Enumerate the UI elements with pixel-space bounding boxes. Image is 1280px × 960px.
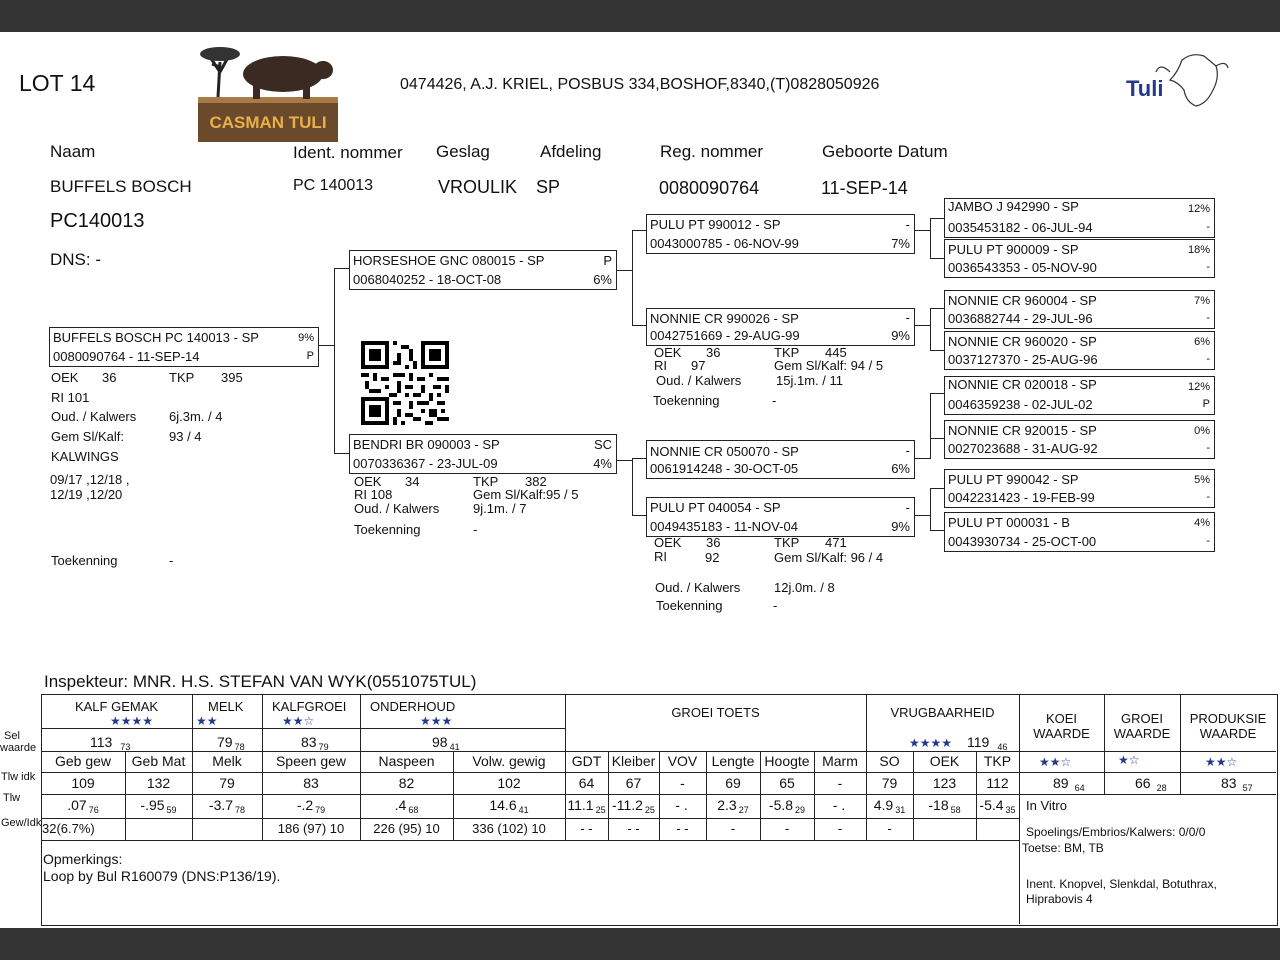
- subject-toek: -: [169, 553, 174, 568]
- koei-stars: ★★☆: [1039, 755, 1072, 769]
- animal-ident: PC 140013: [293, 177, 374, 194]
- tlw-cell-15: -5.4 $_{35}$: [979, 797, 1016, 815]
- col-header-9: VOV: [667, 753, 698, 769]
- col-header-2: Geb Mat: [131, 753, 186, 769]
- melk-header: MELK: [208, 699, 244, 714]
- melk-value: 79 $_{78}$: [217, 734, 245, 752]
- dd-tkp: 471: [825, 535, 847, 550]
- dd-tkp-label: TKP: [774, 535, 800, 550]
- sd-gem: Gem Sl/Kalf: 94 / 5: [774, 358, 884, 373]
- dam-oud-label: Oud. / Kalwers: [354, 501, 440, 516]
- vrugbaarheid-header: VRUGBAARHEID: [890, 705, 995, 720]
- dd-toek: -: [773, 598, 778, 613]
- tlw-cell-5: .4 $_{68}$: [394, 797, 419, 815]
- lot-number: LOT 14: [19, 70, 96, 96]
- tlwidk-cell-11: 65: [779, 775, 795, 791]
- breeder-info: 0474426, A.J. KRIEL, POSBUS 334,BOSHOF,8340,(T)0828050926: [400, 76, 880, 93]
- tlw-cell-9: - .: [675, 797, 688, 813]
- kalwings-2: 12/19 ,12/20: [50, 487, 123, 502]
- tuli-logo: [1112, 42, 1232, 114]
- tlwidk-cell-9: -: [680, 775, 685, 791]
- col-header-3: Melk: [212, 753, 242, 769]
- inent-2: Hiprabovis 4: [1026, 892, 1093, 906]
- row-label-waarde: waarde: [0, 742, 37, 754]
- groei-waarde-header: GROEI: [1121, 711, 1163, 726]
- tlwidk-cell-6: 102: [497, 775, 521, 791]
- gewidk-cell-11: -: [784, 821, 790, 836]
- svg-text:Tuli: Tuli: [1126, 76, 1164, 101]
- animal-geslag: VROULIK: [438, 177, 518, 197]
- tlw-cell-10: 2.3 $_{27}$: [717, 797, 749, 815]
- dam-tkp: 382: [525, 474, 547, 489]
- dam-oek-label: OEK: [354, 474, 382, 489]
- produksie-header: PRODUKSIE: [1189, 711, 1267, 726]
- animal-reg: 0080090764: [659, 178, 760, 198]
- ss-box: PULU PT 990012 - SP - 0043000785 - 06-NOV-99 7%: [646, 214, 915, 254]
- dd-gem: Gem Sl/Kalf: 96 / 4: [774, 550, 884, 565]
- col-header-1: Geb gew: [54, 753, 112, 769]
- tlw-cell-11: -5.8 $_{29}$: [768, 797, 806, 815]
- tlw-cell-14: -18 $_{58}$: [928, 797, 961, 815]
- naam-header: Naam: [50, 142, 96, 161]
- tlwidk-cell-8: 67: [625, 775, 642, 791]
- tlwidk-cell-15: 112: [986, 775, 1009, 791]
- tlwidk-cell-3: 79: [219, 775, 235, 791]
- row-label-gewidk: Gew/Idk: [1, 817, 42, 829]
- tlw-cell-4: -.2 $_{79}$: [296, 797, 326, 815]
- gewidk-cell-7: - -: [580, 821, 593, 836]
- groei-waarde-header-2: WAARDE: [1113, 726, 1171, 741]
- sd-oud-label: Oud. / Kalwers: [656, 373, 742, 388]
- koei-waarde-header: WAARDE: [1033, 726, 1090, 741]
- subject-ri: RI 101: [51, 390, 90, 405]
- gg-box-8: PULU PT 000031 - B 4% 0043930734 - 25-OCT-00 -: [944, 512, 1215, 552]
- groei-toets-header: GROEI TOETS: [671, 705, 760, 720]
- opmerkings-label: Opmerkings:: [43, 851, 123, 867]
- gewidk-cell-9: - -: [676, 821, 689, 836]
- kalwings-label: KALWINGS: [51, 449, 119, 464]
- sd-ri: 97: [691, 358, 706, 373]
- kalfgroei-stars: ★★☆: [282, 714, 315, 728]
- row-label-tlwidk: Tlw idk: [1, 771, 36, 783]
- gg-box-3: NONNIE CR 960004 - SP 7% 0036882744 - 29-JUL-96 -: [944, 290, 1215, 329]
- subject-oud-label: Oud. / Kalwers: [51, 409, 137, 424]
- sire-box: HORSESHOE GNC 080015 - SP P 0068040252 - 18-OCT-08 6%: [349, 250, 617, 290]
- casman-tuli-logo: [198, 42, 338, 142]
- gewidk-cell-12: -: [837, 821, 843, 836]
- sd-ri-label: RI: [654, 358, 667, 373]
- onderhoud-stars: ★★★: [420, 714, 453, 728]
- sd-tkp: 445: [825, 345, 847, 360]
- col-header-8: Kleiber: [611, 753, 656, 769]
- qr-code: [361, 341, 449, 425]
- inent-1: Inent. Knopvel, Slenkdal, Botuthrax,: [1026, 877, 1217, 891]
- melk-stars: ★★: [196, 714, 218, 728]
- tlwidk-cell-14: 123: [932, 775, 957, 791]
- tlwidk-cell-13: 79: [881, 775, 898, 791]
- sd-oek: 36: [706, 345, 721, 360]
- sd-tkp-label: TKP: [774, 345, 800, 360]
- dam-toek: -: [473, 522, 478, 537]
- subject-oek: 36: [102, 370, 117, 385]
- afdeling-header: Afdeling: [540, 142, 602, 161]
- tlw-cell-3: -3.7 $_{78}$: [208, 797, 246, 815]
- tlw-cell-6: 14.6 $_{41}$: [489, 797, 529, 815]
- kalf-gemak-stars: ★★★★: [109, 714, 154, 728]
- gg-box-5: NONNIE CR 020018 - SP 12% 0046359238 - 02-JUL-02 P: [944, 376, 1215, 415]
- dam-tkp-label: TKP: [473, 474, 499, 489]
- bottom-bar: [0, 928, 1280, 960]
- col-header-10: Lengte: [711, 753, 755, 769]
- tlwidk-cell-4: 83: [303, 775, 319, 791]
- col-header-5: Naspeen: [378, 753, 435, 769]
- dam-toek-label: Toekenning: [354, 522, 421, 537]
- tlwidk-cell-1: 109: [71, 775, 95, 791]
- col-header-6: Volw. gewig: [472, 753, 546, 769]
- col-header-7: GDT: [571, 753, 602, 769]
- kalfgroei-value: 83 $_{79}$: [301, 734, 329, 752]
- subject-tkp-label: TKP: [169, 370, 195, 385]
- geslag-header: Geslag: [436, 142, 490, 161]
- gewidk-cell-1: 32(6.7%): [42, 821, 95, 836]
- gewidk-cell-13: -: [887, 821, 892, 836]
- groei-waarde-stars: ★☆: [1118, 753, 1140, 767]
- tlwidk-cell-7: 64: [578, 775, 595, 791]
- dd-toek-label: Toekenning: [656, 598, 723, 613]
- ident-header: Ident. nommer: [293, 143, 403, 162]
- sd-oud: 15j.1m. / 11: [776, 373, 843, 388]
- dd-oek: 36: [706, 535, 721, 550]
- vrugbaarheid-value: 119 $_{46}$: [967, 734, 1008, 752]
- top-bar: [0, 0, 1280, 32]
- subject-tkp: 395: [221, 370, 243, 385]
- animal-name: BUFFELS BOSCH: [50, 177, 192, 196]
- dns: DNS: -: [50, 250, 101, 269]
- gg-box-6: NONNIE CR 920015 - SP 0% 0027023688 - 31-AUG-92 -: [944, 420, 1215, 459]
- dd-ri: 92: [705, 550, 720, 565]
- col-header-15: TKP: [983, 753, 1012, 769]
- groei-waarde-value: 66 $_{28}$: [1135, 775, 1167, 793]
- sd-toek-label: Toekenning: [653, 393, 720, 408]
- tlw-cell-2: -.95 $_{59}$: [140, 797, 177, 815]
- dd-oud: 12j.0m. / 8: [774, 580, 835, 595]
- animal-geboorte: 11-SEP-14: [821, 178, 908, 198]
- dd-box: PULU PT 040054 - SP - 0049435183 - 11-NOV-04 9%: [646, 497, 915, 537]
- koei-header: KOEI: [1045, 711, 1078, 726]
- col-header-13: SO: [879, 753, 900, 769]
- sd-box: NONNIE CR 990026 - SP - 0042751669 - 29-AUG-99 9%: [646, 308, 915, 346]
- tlw-cell-8: -11.2 $_{25}$: [612, 797, 655, 815]
- kalfgroei-header: KALFGROEI: [272, 699, 347, 714]
- produksie-value: 83 $_{57}$: [1221, 775, 1253, 793]
- gg-box-7: PULU PT 990042 - SP 5% 0042231423 - 19-FEB-99 -: [944, 469, 1215, 508]
- tlwidk-cell-12: -: [837, 775, 843, 791]
- dam-oek: 34: [405, 474, 420, 489]
- koei-value: 89 $_{64}$: [1053, 775, 1085, 793]
- gg-box-2: PULU PT 900009 - SP 18% 0036543353 - 05-NOV-90 -: [944, 239, 1215, 278]
- kalwings-1: 09/17 ,12/18 ,: [50, 472, 130, 487]
- inspector: Inspekteur: MNR. H.S. STEFAN VAN WYK(0551075TUL): [44, 672, 477, 691]
- produksie-waarde-header: WAARDE: [1199, 726, 1257, 741]
- tlw-cell-13: 4.9 $_{31}$: [873, 797, 906, 815]
- dam-ri: RI 108: [354, 487, 393, 502]
- dd-oek-label: OEK: [654, 535, 682, 550]
- animal-code: PC140013: [50, 210, 145, 232]
- produksie-stars: ★★☆: [1205, 755, 1238, 769]
- animal-afdeling: SP: [536, 177, 561, 197]
- dam-gem: Gem Sl/Kalf:95 / 5: [473, 487, 579, 502]
- gg-box-1: JAMBO J 942990 - SP 12% 0035453182 - 06-JUL-94 -: [944, 198, 1215, 238]
- gewidk-cell-6: 336 (102) 10: [472, 821, 546, 836]
- svg-text:CASMAN TULI: CASMAN TULI: [209, 113, 327, 132]
- kalf-gemak-header: KALF GEMAK: [74, 699, 159, 714]
- subject-toek-label: Toekenning: [51, 553, 118, 568]
- tlw-cell-1: .07 $_{76}$: [67, 797, 99, 815]
- tlwidk-cell-5: 82: [398, 775, 415, 791]
- tlwidk-cell-2: 132: [146, 775, 171, 791]
- toetse: Toetse: BM, TB: [1022, 841, 1104, 855]
- spoelings: Spoelings/Embrios/Kalwers: 0/0/0: [1026, 825, 1206, 839]
- dd-ri-label: RI: [654, 549, 667, 564]
- geboorte-header: Geboorte Datum: [822, 142, 948, 161]
- col-header-12: Marm: [822, 753, 858, 769]
- kalf-gemak-value: 113 $_{73}$: [90, 734, 131, 752]
- sd-oek-label: OEK: [654, 345, 682, 360]
- subject-gem-label: Gem Sl/Kalf:: [51, 429, 124, 444]
- gewidk-cell-5: 226 (95) 10: [373, 821, 440, 836]
- vrugbaarheid-stars: ★★★★: [909, 736, 953, 750]
- row-label-sel: Sel: [4, 730, 20, 742]
- gewidk-cell-8: - -: [627, 821, 640, 836]
- sd-toek: -: [772, 393, 777, 408]
- tlwidk-cell-10: 69: [725, 775, 741, 791]
- ds-box: NONNIE CR 050070 - SP - 0061914248 - 30-OCT-05 6%: [646, 440, 915, 479]
- col-header-11: Hoogte: [764, 753, 810, 769]
- dd-oud-label: Oud. / Kalwers: [655, 580, 741, 595]
- gg-box-4: NONNIE CR 960020 - SP 6% 0037127370 - 25-AUG-96 -: [944, 331, 1215, 370]
- col-header-4: Speen gew: [275, 753, 347, 769]
- tlw-cell-7: 11.1 $_{25}$: [567, 797, 606, 815]
- in-vitro: In Vitro: [1026, 798, 1067, 813]
- onderhoud-value: 98 $_{41}$: [432, 734, 460, 752]
- dam-oud: 9j.1m. / 7: [473, 501, 527, 516]
- subject-oek-label: OEK: [51, 370, 79, 385]
- tlw-cell-12: - .: [832, 797, 846, 813]
- gewidk-cell-4: 186 (97) 10: [277, 821, 345, 836]
- dam-box: BENDRI BR 090003 - SP SC 0070336367 - 23-JUL-09 4%: [349, 434, 617, 474]
- subject-oud: 6j.3m. / 4: [169, 409, 223, 424]
- reg-header: Reg. nommer: [660, 142, 763, 161]
- row-label-tlw: Tlw: [3, 792, 21, 804]
- subject-box: BUFFELS BOSCH PC 140013 - SP 9% 0080090764 - 11-SEP-14 P: [49, 327, 319, 367]
- subject-gem: 93 / 4: [169, 429, 202, 444]
- onderhoud-header: ONDERHOUD: [370, 699, 456, 714]
- col-header-14: OEK: [929, 753, 960, 769]
- gewidk-cell-10: -: [730, 821, 736, 836]
- opmerkings-text: Loop by Bul R160079 (DNS:P136/19).: [43, 868, 281, 884]
